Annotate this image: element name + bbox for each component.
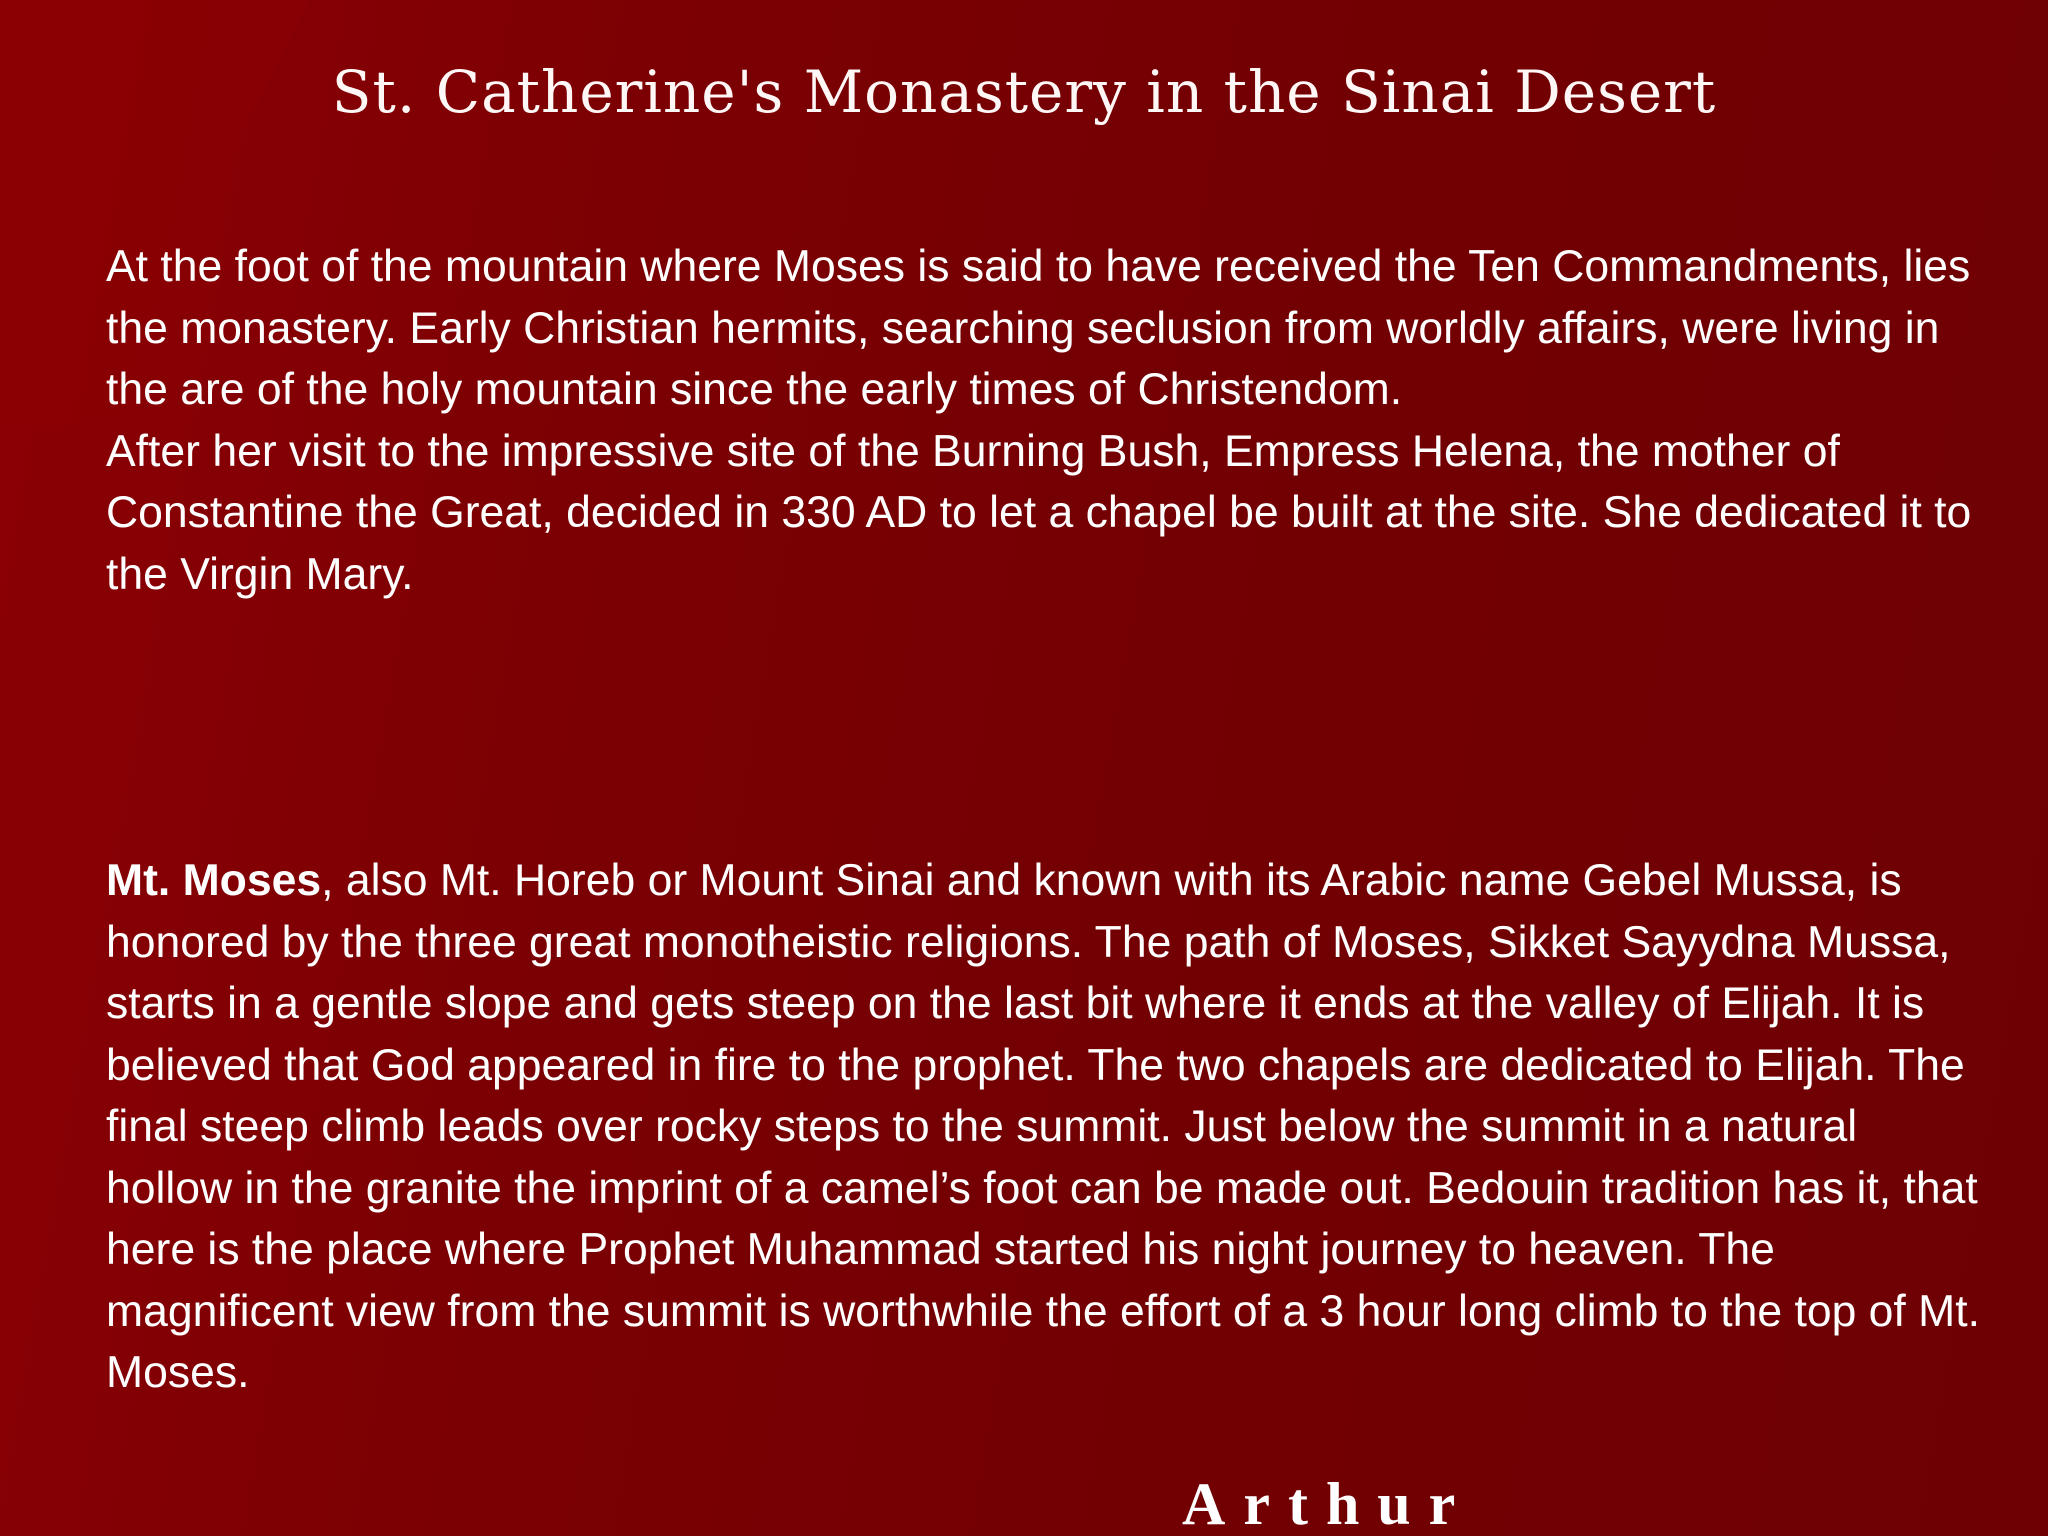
paragraph-monastery: At the foot of the mountain where Moses is said to have received the Ten Commandments, lies the monastery. Early Christian hermits, searching seclusion from worldly affairs, were living in the are of the holy mountain since the early times of Christendom. [106,242,1971,414]
mt-moses-description: , also Mt. Horeb or Mount Sinai and known with its Arabic name Gebel Mussa, is honored by the three great monotheistic religions. The path of Moses, Sikket Sayydna Mussa, starts in a gentle slope and gets steep on the last bit where it ends at the valley of Elijah. It is believed that God appeared in fire to the prophet. The two chapels are dedicated to Elijah. The final steep climb leads over rocky steps to the summit. Just below the summit in a natural hollow in the granite the imprint of a camel’s foot can be made out. Bedouin tradition has it, that here is the place where Prophet Muhammad started his night journey to heaven. The magnificent view from the summit is worthwhile the effort of a 3 hour long climb to the top of Mt. Moses. [106,856,1980,1397]
mt-moses-text-block [106,850,1986,1404]
slide-title: St. Catherine's Monastery in the Sinai Desert [331,58,1717,126]
mt-moses-heading: Mt. Moses [106,856,322,905]
intro-text-block [106,236,1986,605]
paragraph-helena: After her visit to the impressive site of the Burning Bush, Empress Helena, the mother of Constantine the Great, decided in 330 AD to let a chapel be built at the site. She dedicated it to the Virgin Mary. [106,426,1972,599]
paragraph-mt-moses [106,850,1986,1404]
author-signature: Arthur [1182,1471,1474,1536]
